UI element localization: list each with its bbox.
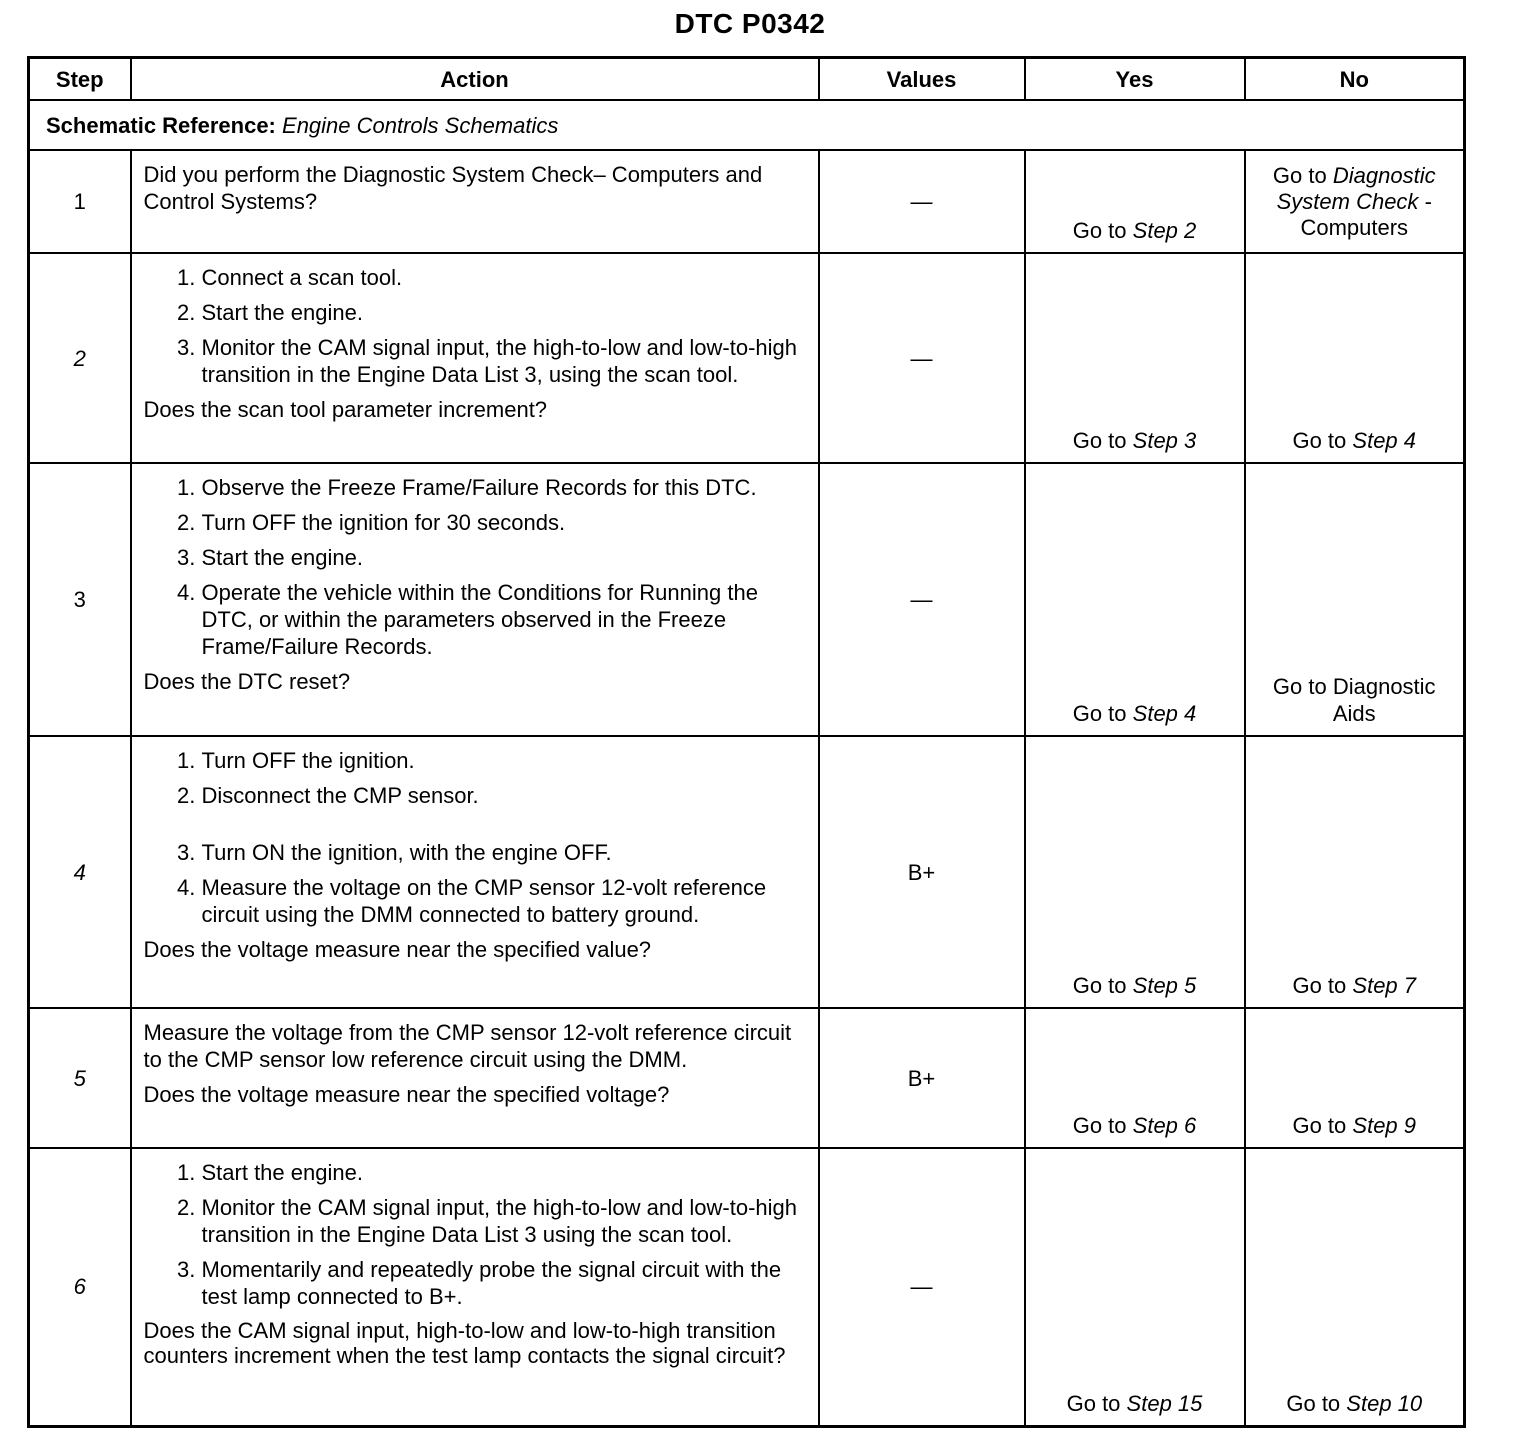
yes-prefix: Go to	[1072, 973, 1127, 998]
yes-prefix: Go to	[1072, 428, 1127, 453]
yes-link[interactable]: Step 3	[1132, 428, 1197, 453]
no-prefix: Go to	[1292, 973, 1347, 998]
action-question: Does the scan tool parameter increment?	[143, 397, 548, 422]
no-cell	[1245, 736, 1465, 1008]
yes-prefix: Go to	[1072, 1113, 1127, 1138]
action-list	[144, 264, 808, 388]
table-row	[29, 253, 1465, 463]
table-row	[29, 736, 1465, 1008]
yes-link[interactable]: Step 2	[1132, 218, 1197, 243]
step-number: 3	[29, 463, 131, 736]
action-item: 1. Connect a scan tool.	[202, 264, 808, 291]
action-question: Does the voltage measure near the specified value?	[143, 937, 652, 962]
step-number: 1	[29, 150, 131, 253]
action-item: 3. Start the engine.	[202, 544, 808, 571]
table-row	[29, 463, 1465, 736]
action-item: 4. Measure the voltage on the CMP sensor 12-volt reference circuit using the DMM connected to battery ground.	[202, 874, 808, 928]
schematic-reference-row	[29, 100, 1465, 150]
header-values: Values	[819, 58, 1025, 101]
yes-prefix: Go to	[1066, 1390, 1121, 1416]
action-item: 3. Momentarily and repeatedly probe the signal circuit with the test lamp connected to B+.	[202, 1256, 808, 1310]
schematic-reference-link[interactable]: Engine Controls Schematics	[282, 112, 559, 138]
step-number: 4	[29, 736, 131, 1008]
action-question: Does the voltage measure near the specified voltage?	[143, 1082, 670, 1107]
no-cell	[1245, 1148, 1465, 1426]
yes-link[interactable]: Step 6	[1132, 1113, 1197, 1138]
step-number: 2	[29, 253, 131, 463]
action-text: Measure the voltage from the CMP sensor 12-volt reference circuit to the CMP sensor low reference circuit using the DMM.	[143, 1020, 792, 1072]
action-cell	[131, 1148, 819, 1426]
yes-prefix: Go to	[1072, 701, 1127, 726]
action-item: 2. Monitor the CAM signal input, the high-to-low and low-to-high transition in the Engine Data List 3 using the scan tool.	[202, 1194, 808, 1248]
no-prefix: Go to	[1292, 428, 1347, 453]
no-cell	[1245, 1008, 1465, 1148]
action-item: 3. Monitor the CAM signal input, the high-to-low and low-to-high transition in the Engine Data List 3, using the scan tool.	[202, 334, 808, 388]
yes-link[interactable]: Step 5	[1132, 973, 1197, 998]
action-cell	[131, 736, 819, 1008]
table-row	[29, 1148, 1465, 1426]
action-text: Did you perform the Diagnostic System Check– Computers and Control Systems?	[143, 162, 763, 214]
action-item: 1. Observe the Freeze Frame/Failure Records for this DTC.	[202, 474, 808, 501]
value-cell: B+	[819, 1008, 1025, 1148]
action-item: 2. Start the engine.	[202, 299, 808, 326]
yes-cell	[1025, 1008, 1245, 1148]
no-link[interactable]: Go to Diagnostic Aids	[1272, 674, 1436, 726]
yes-link[interactable]: Step 4	[1132, 701, 1197, 726]
no-link[interactable]: Step 9	[1352, 1113, 1417, 1138]
header-action: Action	[131, 58, 819, 101]
no-link[interactable]: Step 7	[1352, 973, 1417, 998]
action-list	[144, 474, 808, 660]
action-cell	[131, 150, 819, 253]
step-number: 5	[29, 1008, 131, 1148]
action-item: 2. Disconnect the CMP sensor.	[202, 782, 808, 809]
yes-prefix: Go to	[1072, 218, 1127, 243]
no-prefix: Go to	[1292, 1113, 1347, 1138]
no-prefix: Go to	[1272, 162, 1327, 188]
action-list	[144, 747, 808, 928]
action-cell	[131, 253, 819, 463]
diagnostic-table	[27, 56, 1466, 1428]
yes-cell	[1025, 253, 1245, 463]
action-cell	[131, 1008, 819, 1148]
value-cell: —	[819, 253, 1025, 463]
action-item: 2. Turn OFF the ignition for 30 seconds.	[202, 509, 808, 536]
schematic-reference-label: Schematic Reference:	[46, 112, 276, 138]
action-item: 4. Operate the vehicle within the Conditions for Running the DTC, or within the parameters observed in the Freeze Frame/Failure Records.	[202, 579, 808, 660]
yes-link[interactable]: Step 15	[1126, 1390, 1203, 1416]
action-list	[144, 1159, 808, 1310]
value-cell: —	[819, 1148, 1025, 1426]
no-cell	[1245, 150, 1465, 253]
schematic-reference	[29, 100, 1465, 150]
step-number: 6	[29, 1148, 131, 1426]
value-cell: —	[819, 150, 1025, 253]
no-cell	[1245, 463, 1465, 736]
action-question: Does the DTC reset?	[143, 669, 351, 694]
no-cell	[1245, 253, 1465, 463]
header-yes: Yes	[1025, 58, 1245, 101]
no-suffix: - Computers	[1300, 188, 1432, 240]
no-link[interactable]: Diagnostic System Check	[1276, 162, 1436, 214]
yes-cell	[1025, 150, 1245, 253]
table-row	[29, 1008, 1465, 1148]
page-title: DTC P0342	[674, 8, 826, 39]
header-no: No	[1245, 58, 1465, 101]
header-row	[29, 58, 1465, 101]
yes-cell	[1025, 736, 1245, 1008]
no-prefix: Go to	[1286, 1390, 1341, 1416]
no-link[interactable]: Step 4	[1352, 428, 1417, 453]
yes-cell	[1025, 463, 1245, 736]
action-item: 3. Turn ON the ignition, with the engine OFF.	[202, 839, 808, 866]
action-item: 1. Turn OFF the ignition.	[202, 747, 808, 774]
value-cell: B+	[819, 736, 1025, 1008]
value-cell: —	[819, 463, 1025, 736]
table-row	[29, 150, 1465, 253]
no-link[interactable]: Step 10	[1346, 1390, 1423, 1416]
action-item: 1. Start the engine.	[202, 1159, 808, 1186]
header-step: Step	[29, 58, 131, 101]
yes-cell	[1025, 1148, 1245, 1426]
action-question: Does the CAM signal input, high-to-low and low-to-high transition counters increment when the test lamp contacts the signal circuit?	[143, 1318, 786, 1368]
action-cell	[131, 463, 819, 736]
